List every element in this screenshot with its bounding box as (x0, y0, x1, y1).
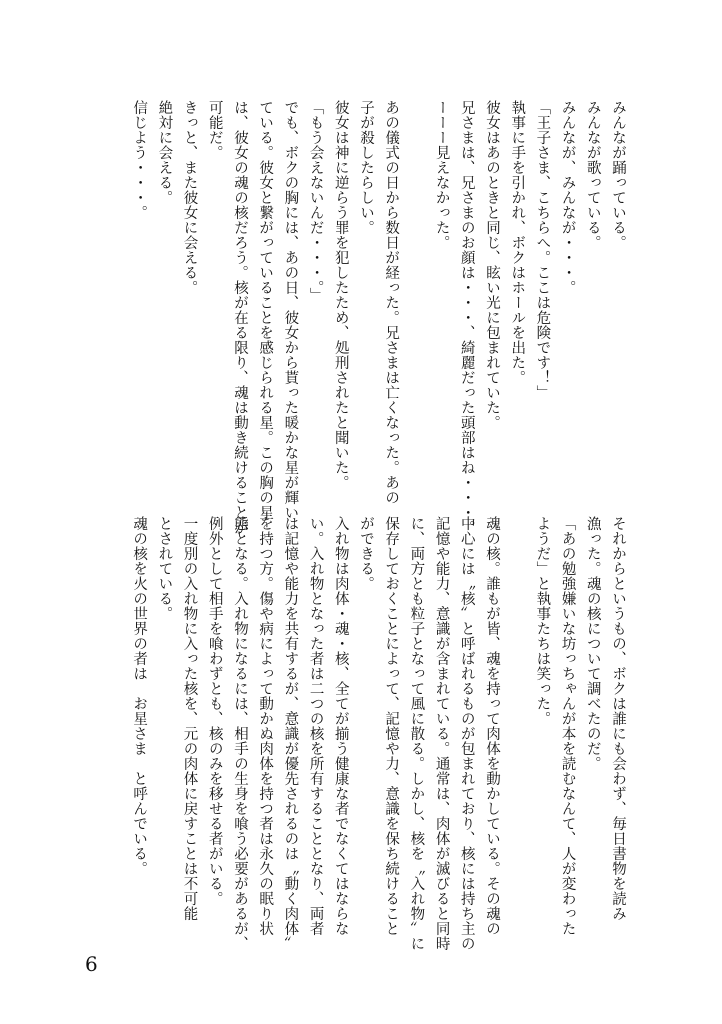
text-line: 魂の核を火の世界の者は お星さま と呼んでいる。 (131, 516, 148, 876)
text-line: ーーー見えなかった。 (433, 100, 450, 250)
lower-text-block (126, 516, 630, 951)
text-line: 魂の核。誰もが皆、魂を持って肉体を動かしている。その魂の (483, 516, 500, 936)
text-line: 子が殺したらしい。 (357, 100, 374, 235)
text-line: 保存しておくことによって、記憶や力、意識を保ち続けること (383, 516, 400, 936)
text-line: 漁った。魂の核について調べたのだ。 (584, 516, 601, 771)
text-line: 態となる。入れ物になるには、相手の生身を喰う必要があるが、 (231, 516, 248, 951)
page-number: 6 (85, 952, 98, 976)
text-line: 絶対に会える。 (156, 100, 173, 205)
text-line: ができる。 (357, 516, 374, 591)
text-line: 彼女は神に逆らう罪を犯したため、処刑されたと聞いた。 (332, 100, 349, 490)
text-line: みんなが踊っている。 (610, 100, 626, 250)
text-line: 「あの勉強嫌いな坊っちゃんが本を読むなんて、人が変わった (559, 516, 576, 936)
text-line: に、両方とも粒子となって風に散る。しかし、核を〝入れ物〟に (408, 516, 425, 951)
text-line: 入れ物は肉体・魂・核、全てが揃う健康な者でなくてはならな (332, 516, 349, 936)
text-line: 「もう会えないんだ・・・。」 (307, 100, 324, 303)
text-line: 例外として相手を喰わずとも、核のみを移せる者がいる。 (206, 516, 223, 906)
text-line: 彼女はあのときと同じ、眩い光に包まれていた。 (483, 100, 500, 430)
text-line: ようだ」と執事たちは笑った。 (534, 516, 551, 726)
text-line: それからというもの、ボクは誰にも会わず、毎日書物を読み (610, 516, 626, 921)
upper-text-block (126, 100, 630, 535)
text-line: を持つ方。傷や病によって動かぬ肉体を持つ者は永久の眠り状 (257, 516, 274, 936)
text-line: でも、ボクの胸には、あの日、彼女から貰った暖かな星が輝い (282, 100, 299, 520)
text-line: ている。彼女と繋がっていることを感じられる星。この胸の星 (257, 100, 274, 520)
text-line: みんなが歌っている。 (584, 100, 601, 250)
text-line: 中心には〝核〟と呼ばれるものが包まれており、核には持ち主の (458, 516, 475, 951)
text-line: は、彼女の魂の核だろう。核が在る限り、魂は動き続けることが (231, 100, 248, 535)
text-line: みんなが、みんなが・・・。 (559, 100, 576, 295)
text-line: 執事に手を引かれ、ボクはホールを出た。 (509, 100, 526, 385)
text-line: い。入れ物となった者は二つの核を所有することとなり、両者 (307, 516, 324, 936)
text-line: 信じよう・・・。 (131, 100, 148, 220)
text-line: 兄さまは、兄さまのお顔は・・・、綺麗だった頭部はね・・・。 (458, 100, 475, 535)
text-line: あの儀式の日から数日が経った。兄さまは亡くなった。あの (383, 100, 400, 505)
text-line: 可能だ。 (206, 100, 223, 160)
text-line: は記憶や能力を共有するが、意識が優先されるのは〝動く肉体〟 (282, 516, 299, 951)
text-line: とされている。 (156, 516, 173, 621)
text-line: 記憶や能力、意識が含まれている。通常は、肉体が滅びると同時 (433, 516, 450, 951)
text-line: 一度別の入れ物に入った核を、元の肉体に戻すことは不可能 (181, 516, 198, 921)
blank-line (403, 100, 428, 505)
text-line: 「王子さま、こちらへ。ここは危険です！」 (534, 100, 551, 400)
blank-line (504, 516, 529, 926)
text-line: きっと、また彼女に会える。 (181, 100, 198, 295)
